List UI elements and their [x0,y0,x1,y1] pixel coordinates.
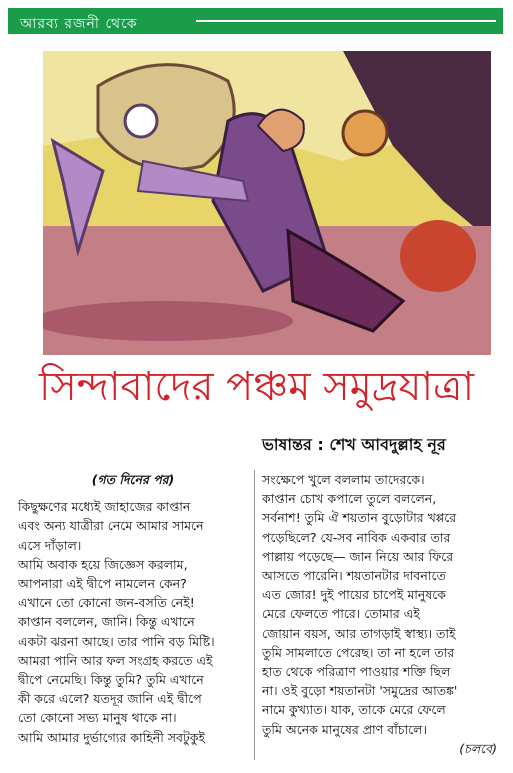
header-rule [196,20,496,22]
section-label: আরব্য রজনী থেকে [20,16,138,32]
article-column-left [18,470,248,747]
paragraph: কাপ্তান বললেন, জানি। কিন্তু এখানে একটা ঝরনা আছে। তার পানি বড় মিষ্টি। আমরা পানি আর ফল সংগ্রহ করতে এই দ্বীপে নেমেছি। কিন্তু তুমি? তুমি এখানে কী করে এলে? যতদূর জানি এই দ্বীপে তো কোনো সভ্য মানুষ থাকে না। [18,614,215,726]
paragraph: সংক্ষেপে খুলে বললাম তাদেরকে। কাপ্তান চোখ কপালে তুলে বললেন, সর্বনাশ! তুমি ঐ শয়তান বুড়োটার খপ্পরে পড়েছিলে? যে-সব নাবিক একবার তার পাল্লায় পড়েছে— জান নিয়ে আর ফিরে আসতে পারেনি। শয়তানটার দাবনাতে এত জোর! দুই পায়ের চাপেই মানুষকে মেরে ফেলতে পারে। তোমার এই জোয়ান বয়স, আর তাগড়াই স্বাস্থ্য। তাই তুমি সামলাতে পেরেছ। তা না হলে তার হাত থেকে পরিত্রাণ পাওয়ার শক্তি ছিল না। ওই বুড়ো শয়তানটা 'সমুদ্রের আতঙ্ক' নামে কুখ্যাত। যাক, তাকে মেরে ফেলে তুমি অনেক মানুষের প্রাণ বাঁচালে। [262,472,458,737]
paragraph: আমি আমার দুর্ভাগ্যের কাহিনী সবটুকুই [18,729,206,745]
story-illustration [43,51,491,355]
continued-note: (চলবে) [459,740,497,756]
previous-note: (গত দিনের পর) [91,472,175,487]
paragraph: আমি অবাক হয়ে জিজ্ঞেস করলাম, আপনারা এই দ্বীপে নামলেন কেন? এখানে তো কোনো জন-বসতি নেই! [18,556,195,611]
article-title: সিন্দাবাদের পঞ্চম সমুদ্রযাত্রা [38,364,475,410]
section-header [8,8,503,34]
paragraph: কিছুক্ষণের মধ্যেই জাহাজের কাপ্তান এবং অন্য যাত্রীরা নেমে আমার সামনে এসে দাঁড়াল। [18,499,204,553]
article-column-right [262,470,497,758]
column-divider [254,470,255,760]
article-byline: ভাষান্তর : শেখ আবদুল্লাহ নূর [262,435,446,454]
